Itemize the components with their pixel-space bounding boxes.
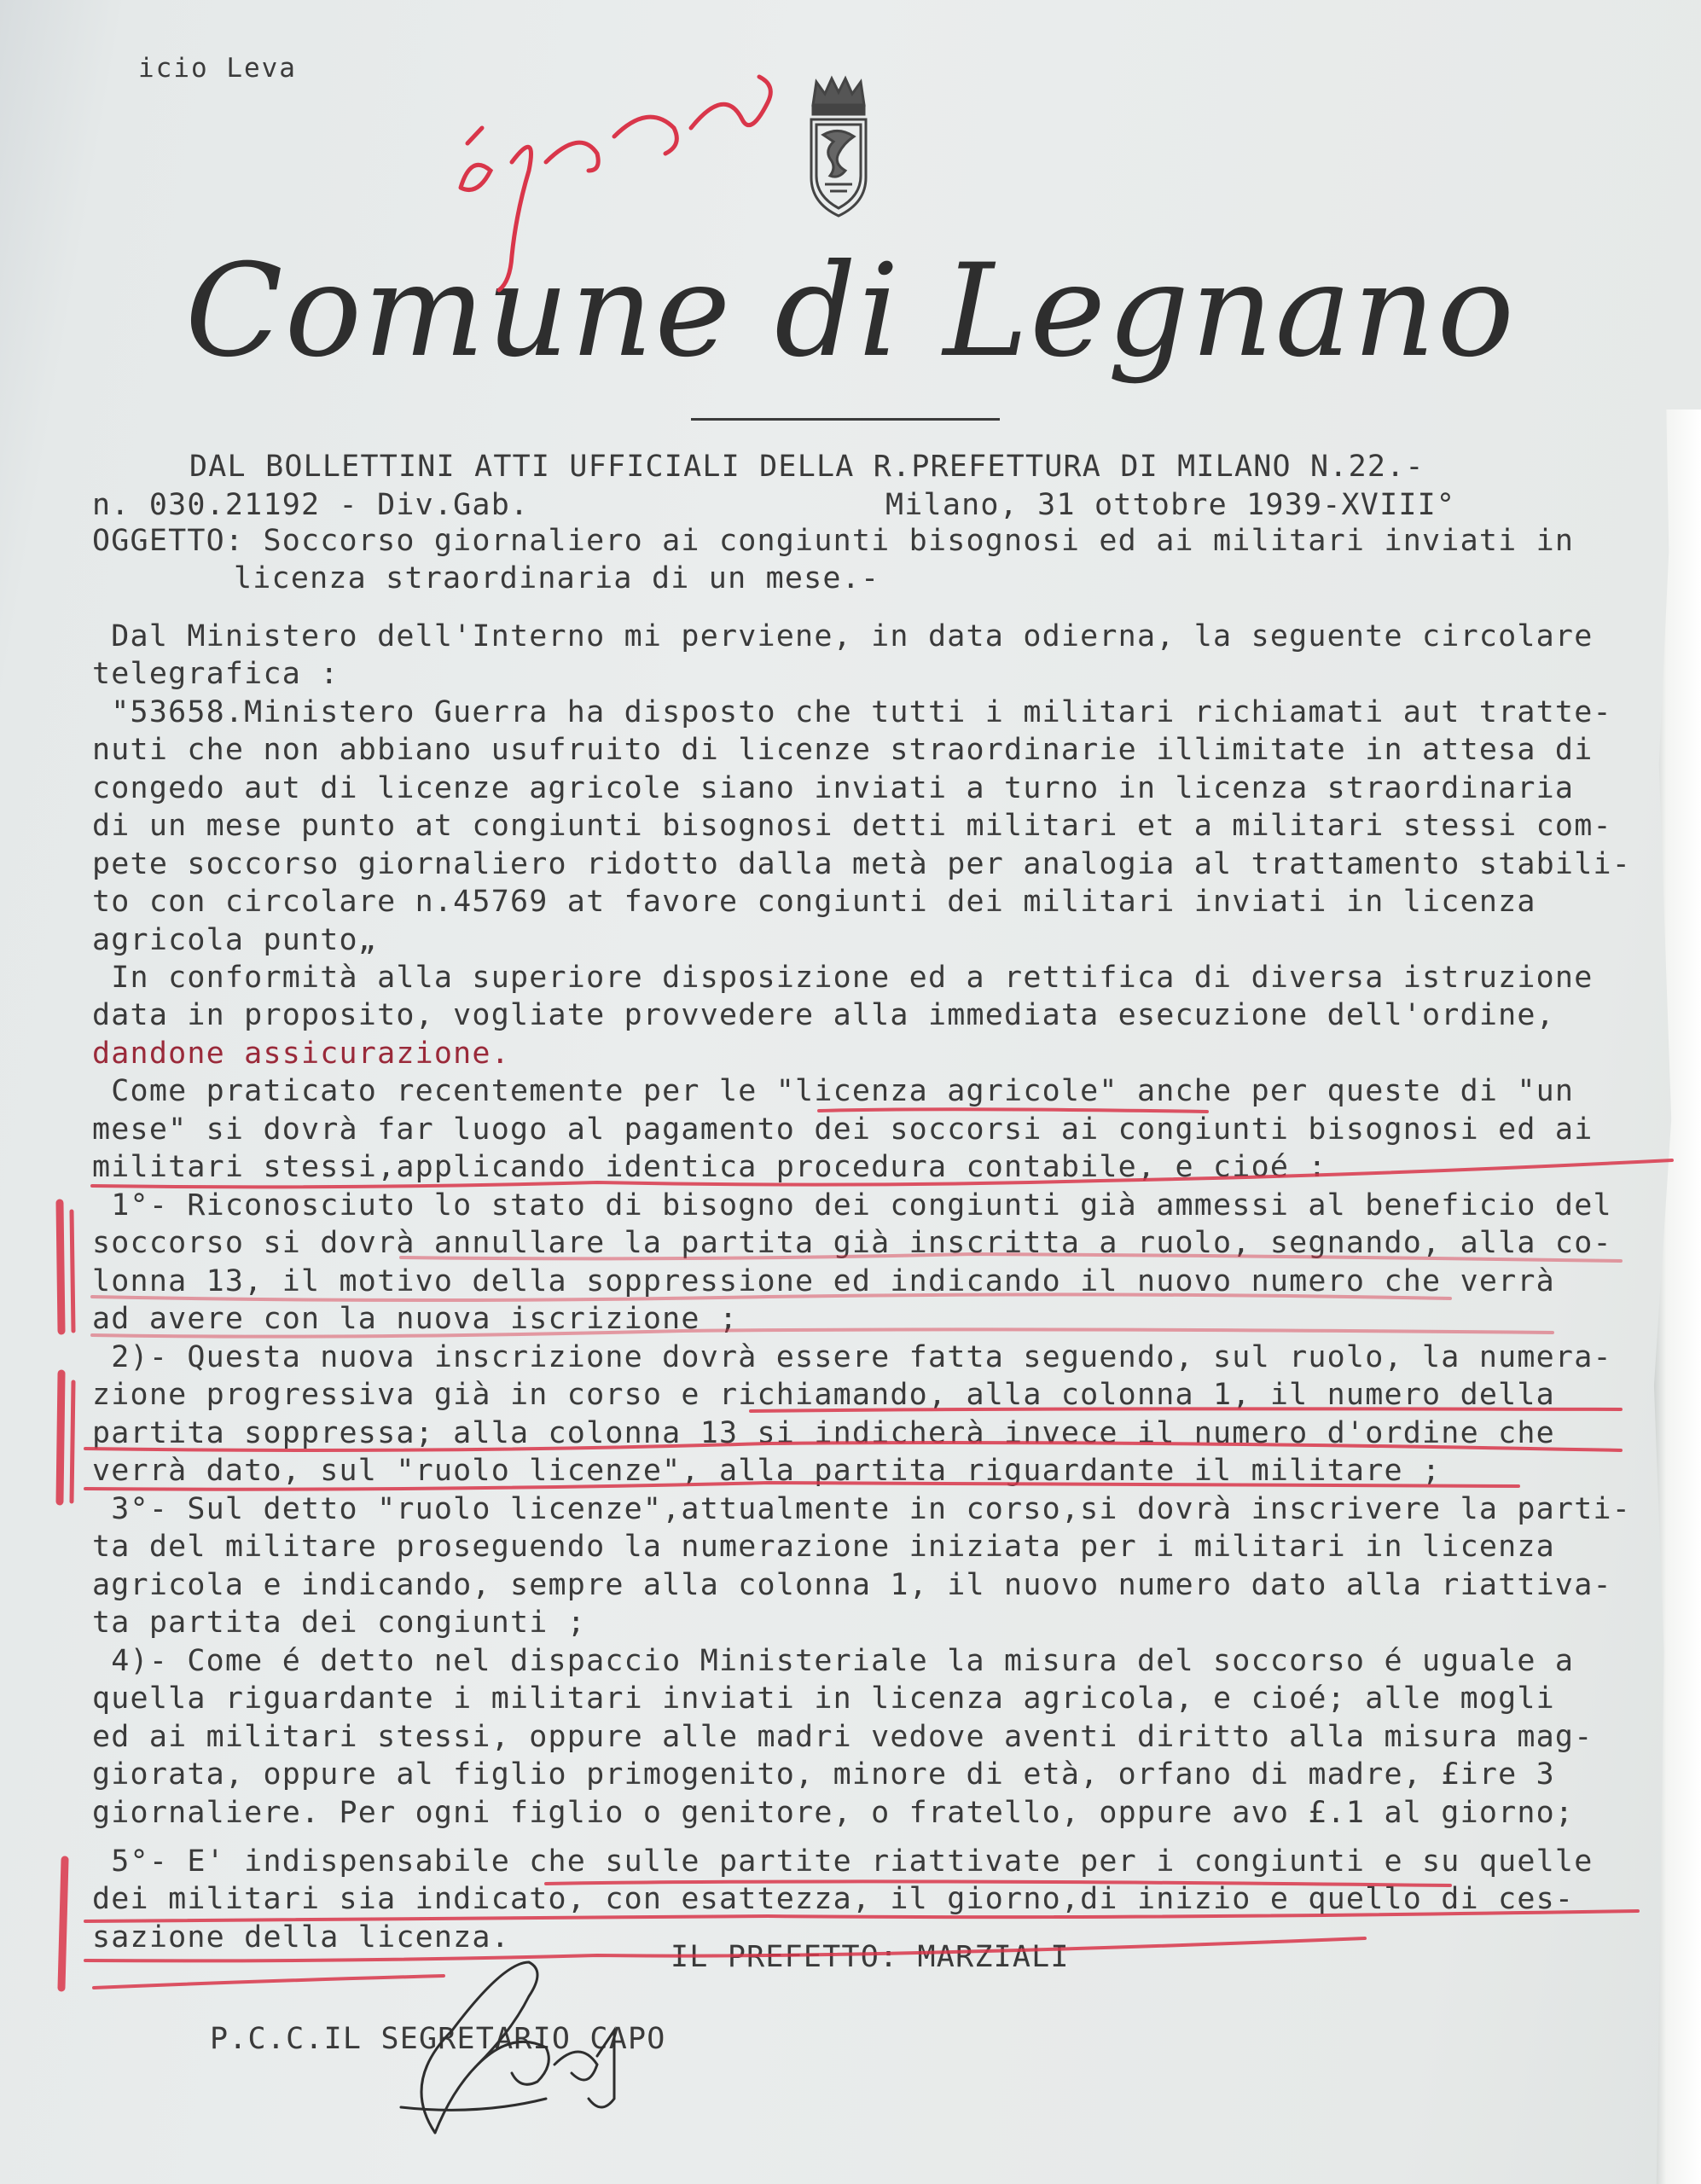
copy-line: P.C.C.IL SEGRETARIO CAPO bbox=[210, 2022, 666, 2056]
body-line: militari stessi,applicando identica procedura contabile, e cioé : bbox=[92, 1150, 1327, 1184]
body-line: agricola e indicando, sempre alla colonna 1, il nuovo numero dato alla riattiva- bbox=[92, 1568, 1612, 1602]
body-line: dandone assicurazione. bbox=[92, 1037, 510, 1071]
body-line: ad avere con la nuova iscrizione ; bbox=[92, 1302, 739, 1336]
body-line: soccorso si dovrà annullare la partita già inscritta a ruolo, segnando, alla co- bbox=[92, 1226, 1612, 1260]
body-line: Dal Ministero dell'Interno mi perviene, in data odierna, la seguente circolare bbox=[92, 619, 1594, 653]
body-line: to con circolare n.45769 at favore congiunti dei militari inviati in licenza bbox=[92, 885, 1536, 919]
body-line: 1°- Riconosciuto lo stato di bisogno dei congiunti già ammessi al beneficio del bbox=[92, 1188, 1612, 1223]
body-line: pete soccorso giornaliero ridotto dalla metà per analogia al trattamento stabili- bbox=[92, 847, 1632, 881]
body-line: Come praticato recentemente per le "licenza agricole" anche per queste di "un bbox=[92, 1074, 1575, 1108]
prefect-signature-line: IL PREFETTO: MARZIALI bbox=[671, 1940, 1070, 1974]
bulletin-line: DAL BOLLETTINI ATTI UFFICIALI DELLA R.PREFETTURA DI MILANO N.22.- bbox=[189, 450, 1425, 484]
body-line: telegrafica : bbox=[92, 657, 340, 691]
body-line: giornaliere. Per ogni figlio o genitore, o fratello, oppure avo £.1 al giorno; bbox=[92, 1796, 1575, 1830]
body-line: di un mese punto at congiunti bisognosi detti militari et a militari stessi com- bbox=[92, 809, 1612, 843]
body-line: nuti che non abbiano usufruito di licenze straordinarie illimitate in attesa di bbox=[92, 733, 1594, 767]
body-line: ta partita dei congiunti ; bbox=[92, 1606, 587, 1640]
subject-line-1: OGGETTO: Soccorso giornaliero ai congiunti bisognosi ed ai militari inviati in bbox=[92, 524, 1575, 558]
protocol-number: n. 030.21192 - Div.Gab. bbox=[92, 488, 530, 522]
body-line: data in proposito, vogliate provvedere alla immediata esecuzione dell'ordine, bbox=[92, 998, 1555, 1032]
body-line: lonna 13, il motivo della soppressione ed indicando il nuovo numero che verrà bbox=[92, 1264, 1555, 1298]
handwritten-annotation bbox=[461, 77, 770, 290]
body-line: verrà dato, sul "ruolo licenze", alla partita riguardante il militare ; bbox=[92, 1454, 1442, 1488]
body-line: zione progressiva già in corso e richiamando, alla colonna 1, il numero della bbox=[92, 1378, 1555, 1412]
body-line: giorata, oppure al figlio primogenito, minore di età, orfano di madre, £ire 3 bbox=[92, 1757, 1555, 1792]
body-line: quella riguardante i militari inviati in licenza agricola, e cioé; alle mogli bbox=[92, 1682, 1555, 1716]
body-line: ed ai militari stessi, oppure alle madri vedove aventi diritto alla misura mag- bbox=[92, 1720, 1594, 1754]
body-line: partita soppressa; alla colonna 13 si indicherà invece il numero d'ordine che bbox=[92, 1416, 1555, 1450]
body-line: ta del militare proseguendo la numerazione iniziata per i militari in licenza bbox=[92, 1530, 1555, 1564]
letterhead-title: Comune di Legnano bbox=[184, 237, 1516, 386]
office-label: icio Leva bbox=[138, 53, 297, 84]
body-line: 4)- Come é detto nel dispaccio Ministeriale la misura del soccorso é uguale a bbox=[92, 1644, 1575, 1678]
body-line: 5°- E' indispensabile che sulle partite riattivate per i congiunti e su quelle bbox=[92, 1844, 1594, 1879]
place-date: Milano, 31 ottobre 1939-XVIII° bbox=[885, 488, 1456, 522]
body-line: dei militari sia indicato, con esattezza, il giorno,di inizio e quello di ces- bbox=[92, 1882, 1575, 1916]
handwritten-signature bbox=[401, 1962, 614, 2133]
body-line: 2)- Questa nuova inscrizione dovrà essere fatta seguendo, sul ruolo, la numera- bbox=[92, 1340, 1612, 1374]
body-line: agricola punto„ bbox=[92, 923, 378, 957]
body-line: 3°- Sul detto "ruolo licenze",attualmente in corso,si dovrà inscrivere la parti- bbox=[92, 1492, 1632, 1526]
subject-line-2: licenza straordinaria di un mese.- bbox=[234, 561, 880, 595]
body-line: mese" si dovrà far luogo al pagamento dei soccorsi ai congiunti bisognosi ed ai bbox=[92, 1112, 1594, 1147]
body-line: "53658.Ministero Guerra ha disposto che tutti i militari richiamati aut tratte- bbox=[92, 695, 1612, 729]
body-line: sazione della licenza. bbox=[92, 1920, 510, 1955]
body-line: In conformità alla superiore disposizione ed a rettifica di diversa istruzione bbox=[92, 961, 1594, 995]
body-line: congedo aut di licenze agricole siano inviati a turno in licenza straordinaria bbox=[92, 771, 1575, 805]
